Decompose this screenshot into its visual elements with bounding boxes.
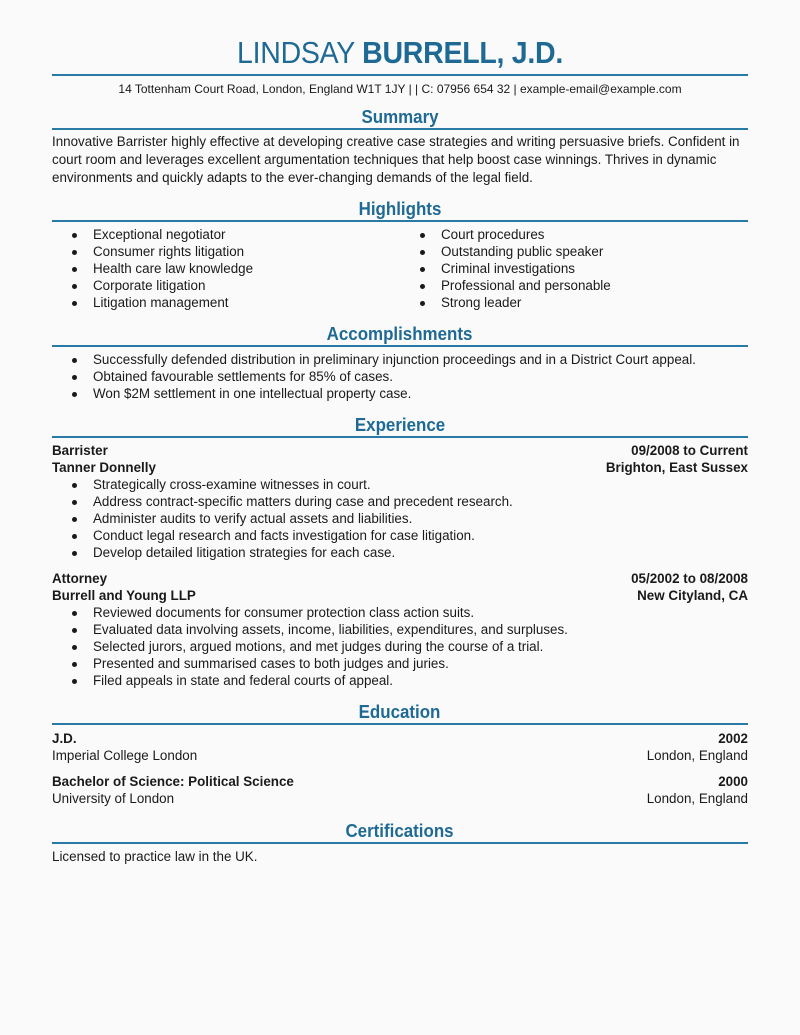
- school-location: London, England: [646, 748, 748, 763]
- list-item: Professional and personable: [400, 277, 748, 294]
- education-entry: [52, 773, 748, 807]
- school-name: University of London: [52, 791, 175, 806]
- list-item: Obtained favourable settlements for 85% of cases.: [52, 368, 748, 385]
- list-item: Reviewed documents for consumer protection class action suits.: [52, 604, 748, 621]
- company-name: Tanner Donnelly: [52, 460, 156, 475]
- job-dates: 09/2008 to Current: [631, 443, 748, 458]
- job-entry: [52, 570, 748, 689]
- highlights-list: [52, 226, 748, 311]
- list-item: Litigation management: [52, 294, 400, 311]
- job-title: Attorney: [52, 571, 108, 586]
- list-item: Consumer rights litigation: [52, 243, 400, 260]
- certifications-divider: [52, 842, 748, 844]
- list-item: Conduct legal research and facts investigation for case litigation.: [52, 527, 748, 544]
- list-item: Exceptional negotiator: [52, 226, 400, 243]
- list-item: Won $2M settlement in one intellectual property case.: [52, 385, 748, 402]
- list-item: Court procedures: [400, 226, 748, 243]
- education-divider: [52, 723, 748, 725]
- school-name: Imperial College London: [52, 748, 198, 763]
- list-item: Corporate litigation: [52, 277, 400, 294]
- list-item: Strong leader: [400, 294, 748, 311]
- job-location: New Cityland, CA: [637, 588, 748, 603]
- list-item: Administer audits to verify actual assets and liabilities.: [52, 510, 748, 527]
- job-location: Brighton, East Sussex: [605, 460, 748, 475]
- list-item: Criminal investigations: [400, 260, 748, 277]
- highlights-heading: Highlights: [358, 199, 442, 219]
- certifications-heading: Certifications: [345, 821, 455, 841]
- list-item: Selected jurors, argued motions, and met judges during the course of a trial.: [52, 638, 748, 655]
- first-name: LINDSAY: [237, 35, 355, 70]
- header-divider: [52, 74, 748, 76]
- degree: J.D.: [52, 731, 77, 746]
- degree: Bachelor of Science: Political Science: [52, 774, 294, 789]
- accomplishments-heading: Accomplishments: [327, 324, 473, 344]
- summary-heading: Summary: [361, 107, 439, 127]
- list-item: Develop detailed litigation strategies for each case.: [52, 544, 748, 561]
- education-heading: Education: [359, 702, 441, 722]
- summary-divider: [52, 128, 748, 130]
- experience-divider: [52, 436, 748, 438]
- candidate-name: [80, 35, 720, 71]
- list-item: Health care law knowledge: [52, 260, 400, 277]
- school-location: London, England: [646, 791, 748, 806]
- accomplishments-divider: [52, 345, 748, 347]
- summary-text: Innovative Barrister highly effective at developing creative case strategies and writing persuasive briefs. Confident in court room and leverages excellent argumentation techniques that help boost case winnings. Thrives in dynamic environments and quickly adapts to the ever-changing demands of the legal field.: [52, 134, 740, 185]
- job-title: Barrister: [52, 443, 108, 458]
- graduation-year: 2000: [718, 774, 748, 789]
- highlights-divider: [52, 220, 748, 222]
- education-entry: [52, 730, 748, 764]
- list-item: Outstanding public speaker: [400, 243, 748, 260]
- resume-page: [52, 0, 748, 866]
- job-entry: [52, 442, 748, 561]
- experience-heading: Experience: [354, 415, 446, 435]
- company-name: Burrell and Young LLP: [52, 588, 196, 603]
- certifications-text: Licensed to practice law in the UK.: [52, 849, 258, 864]
- last-name: BURRELL, J.D.: [362, 35, 563, 70]
- list-item: Presented and summarised cases to both judges and juries.: [52, 655, 748, 672]
- list-item: Strategically cross-examine witnesses in court.: [52, 476, 748, 493]
- list-item: Filed appeals in state and federal courts of appeal.: [52, 672, 748, 689]
- list-item: Address contract-specific matters during case and precedent research.: [52, 493, 748, 510]
- accomplishments-list: [52, 351, 748, 402]
- graduation-year: 2002: [718, 731, 748, 746]
- job-dates: 05/2002 to 08/2008: [631, 571, 748, 586]
- list-item: Evaluated data involving assets, income, liabilities, expenditures, and surpluses.: [52, 621, 748, 638]
- list-item: Successfully defended distribution in preliminary injunction proceedings and in a District Court appeal.: [52, 351, 748, 368]
- contact-info: 14 Tottenham Court Road, London, England W1T 1JY | | C: 07956 654 32 | example-email@example.com: [118, 82, 682, 96]
